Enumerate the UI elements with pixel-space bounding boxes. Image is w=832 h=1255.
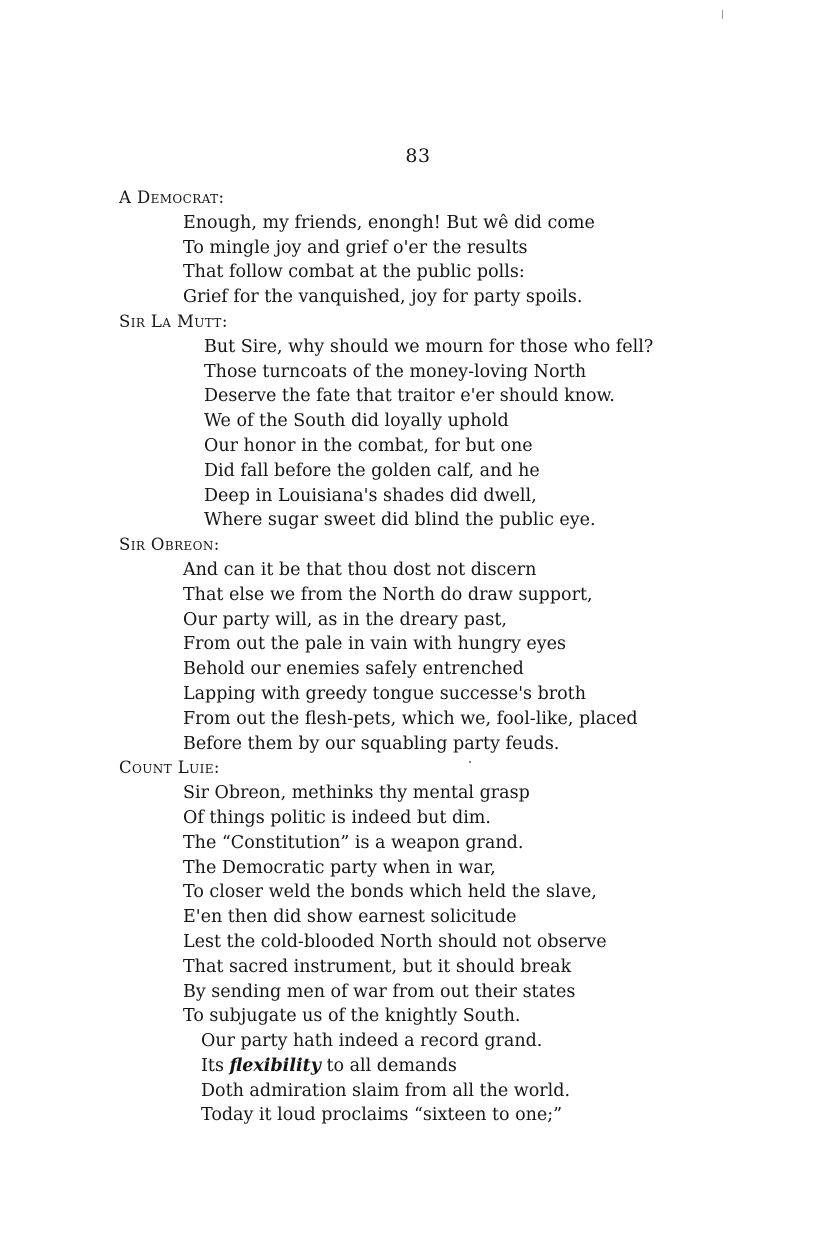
verse-line: Those turncoats of the money-loving North bbox=[204, 361, 587, 382]
verse-line: Behold our enemies safely entrenched bbox=[183, 659, 524, 680]
emphasized-word: flexibility bbox=[229, 1055, 321, 1076]
verse-line: Before them by our squabling party feuds. bbox=[183, 733, 560, 754]
verse-line: That else we from the North do draw support, bbox=[183, 584, 593, 605]
verse-line: To closer weld the bonds which held the slave, bbox=[183, 882, 597, 903]
verse-line: And can it be that thou dost not discern bbox=[183, 559, 537, 580]
verse-line: Did fall before the golden calf, and he bbox=[204, 460, 540, 481]
verse-line: That sacred instrument, but it should break bbox=[183, 956, 572, 977]
verse-line: Today it loud proclaims “sixteen to one;” bbox=[201, 1105, 563, 1126]
verse-dialogue bbox=[0, 186, 832, 1128]
verse-line: We of the South did loyally uphold bbox=[204, 411, 509, 432]
verse-line: By sending men of war from out their states bbox=[183, 981, 576, 1002]
speaker-label: Sir Obreon: bbox=[119, 535, 220, 555]
verse-line: Our party hath indeed a record grand. bbox=[201, 1031, 543, 1052]
verse-line: Deserve the fate that traitor e'er should know. bbox=[204, 386, 615, 407]
speaker-label: Sir La Mutt: bbox=[119, 311, 228, 331]
verse-line: E'en then did show earnest solicitude bbox=[183, 907, 517, 928]
verse-line: But Sire, why should we mourn for those who fell? bbox=[204, 336, 654, 357]
verse-line: Our party will, as in the dreary past, bbox=[183, 609, 507, 630]
verse-line: Grief for the vanquished, joy for party spoils. bbox=[183, 287, 583, 308]
verse-line: From out the pale in vain with hungry eyes bbox=[183, 634, 567, 655]
verse-line: Enough, my friends, enongh! But wê did come bbox=[183, 212, 595, 233]
verse-text: Its bbox=[201, 1055, 230, 1076]
speaker-label: A Democrat: bbox=[119, 188, 225, 207]
speaker-name bbox=[0, 756, 832, 781]
verse-line: Deep in Louisiana's shades did dwell, bbox=[204, 485, 537, 506]
verse-line: The Democratic party when in war, bbox=[183, 857, 496, 878]
speaker-name bbox=[0, 186, 832, 211]
print-speck bbox=[469, 761, 471, 763]
page-number: 83 bbox=[405, 145, 431, 167]
verse-line: To subjugate us of the knightly South. bbox=[183, 1006, 521, 1027]
verse-line: Of things politic is indeed but dim. bbox=[183, 807, 491, 828]
verse-line: Doth admiration slaim from all the world. bbox=[201, 1080, 571, 1101]
verse-line: That follow combat at the public polls: bbox=[183, 262, 525, 283]
verse-line: Lapping with greedy tongue successe's broth bbox=[183, 683, 586, 704]
speaker-name bbox=[0, 533, 832, 558]
verse-text: to all demands bbox=[320, 1055, 457, 1076]
verse-line: The “Constitution” is a weapon grand. bbox=[183, 832, 524, 853]
verse-line: Sir Obreon, methinks thy mental grasp bbox=[183, 783, 530, 804]
speaker-name bbox=[0, 310, 832, 335]
verse-line: To mingle joy and grief o'er the results bbox=[183, 237, 528, 258]
verse-line: From out the flesh-pets, which we, fool-like, placed bbox=[183, 708, 638, 729]
verse-line-with-emphasis bbox=[0, 1054, 832, 1079]
speaker-label: Count Luie: bbox=[119, 758, 220, 778]
verse-line: Where sugar sweet did blind the public eye. bbox=[204, 510, 596, 531]
verse-line: Our honor in the combat, for but one bbox=[204, 435, 533, 456]
verse-line: Lest the cold-blooded North should not observe bbox=[183, 931, 607, 952]
scan-edge-mark bbox=[722, 10, 723, 19]
